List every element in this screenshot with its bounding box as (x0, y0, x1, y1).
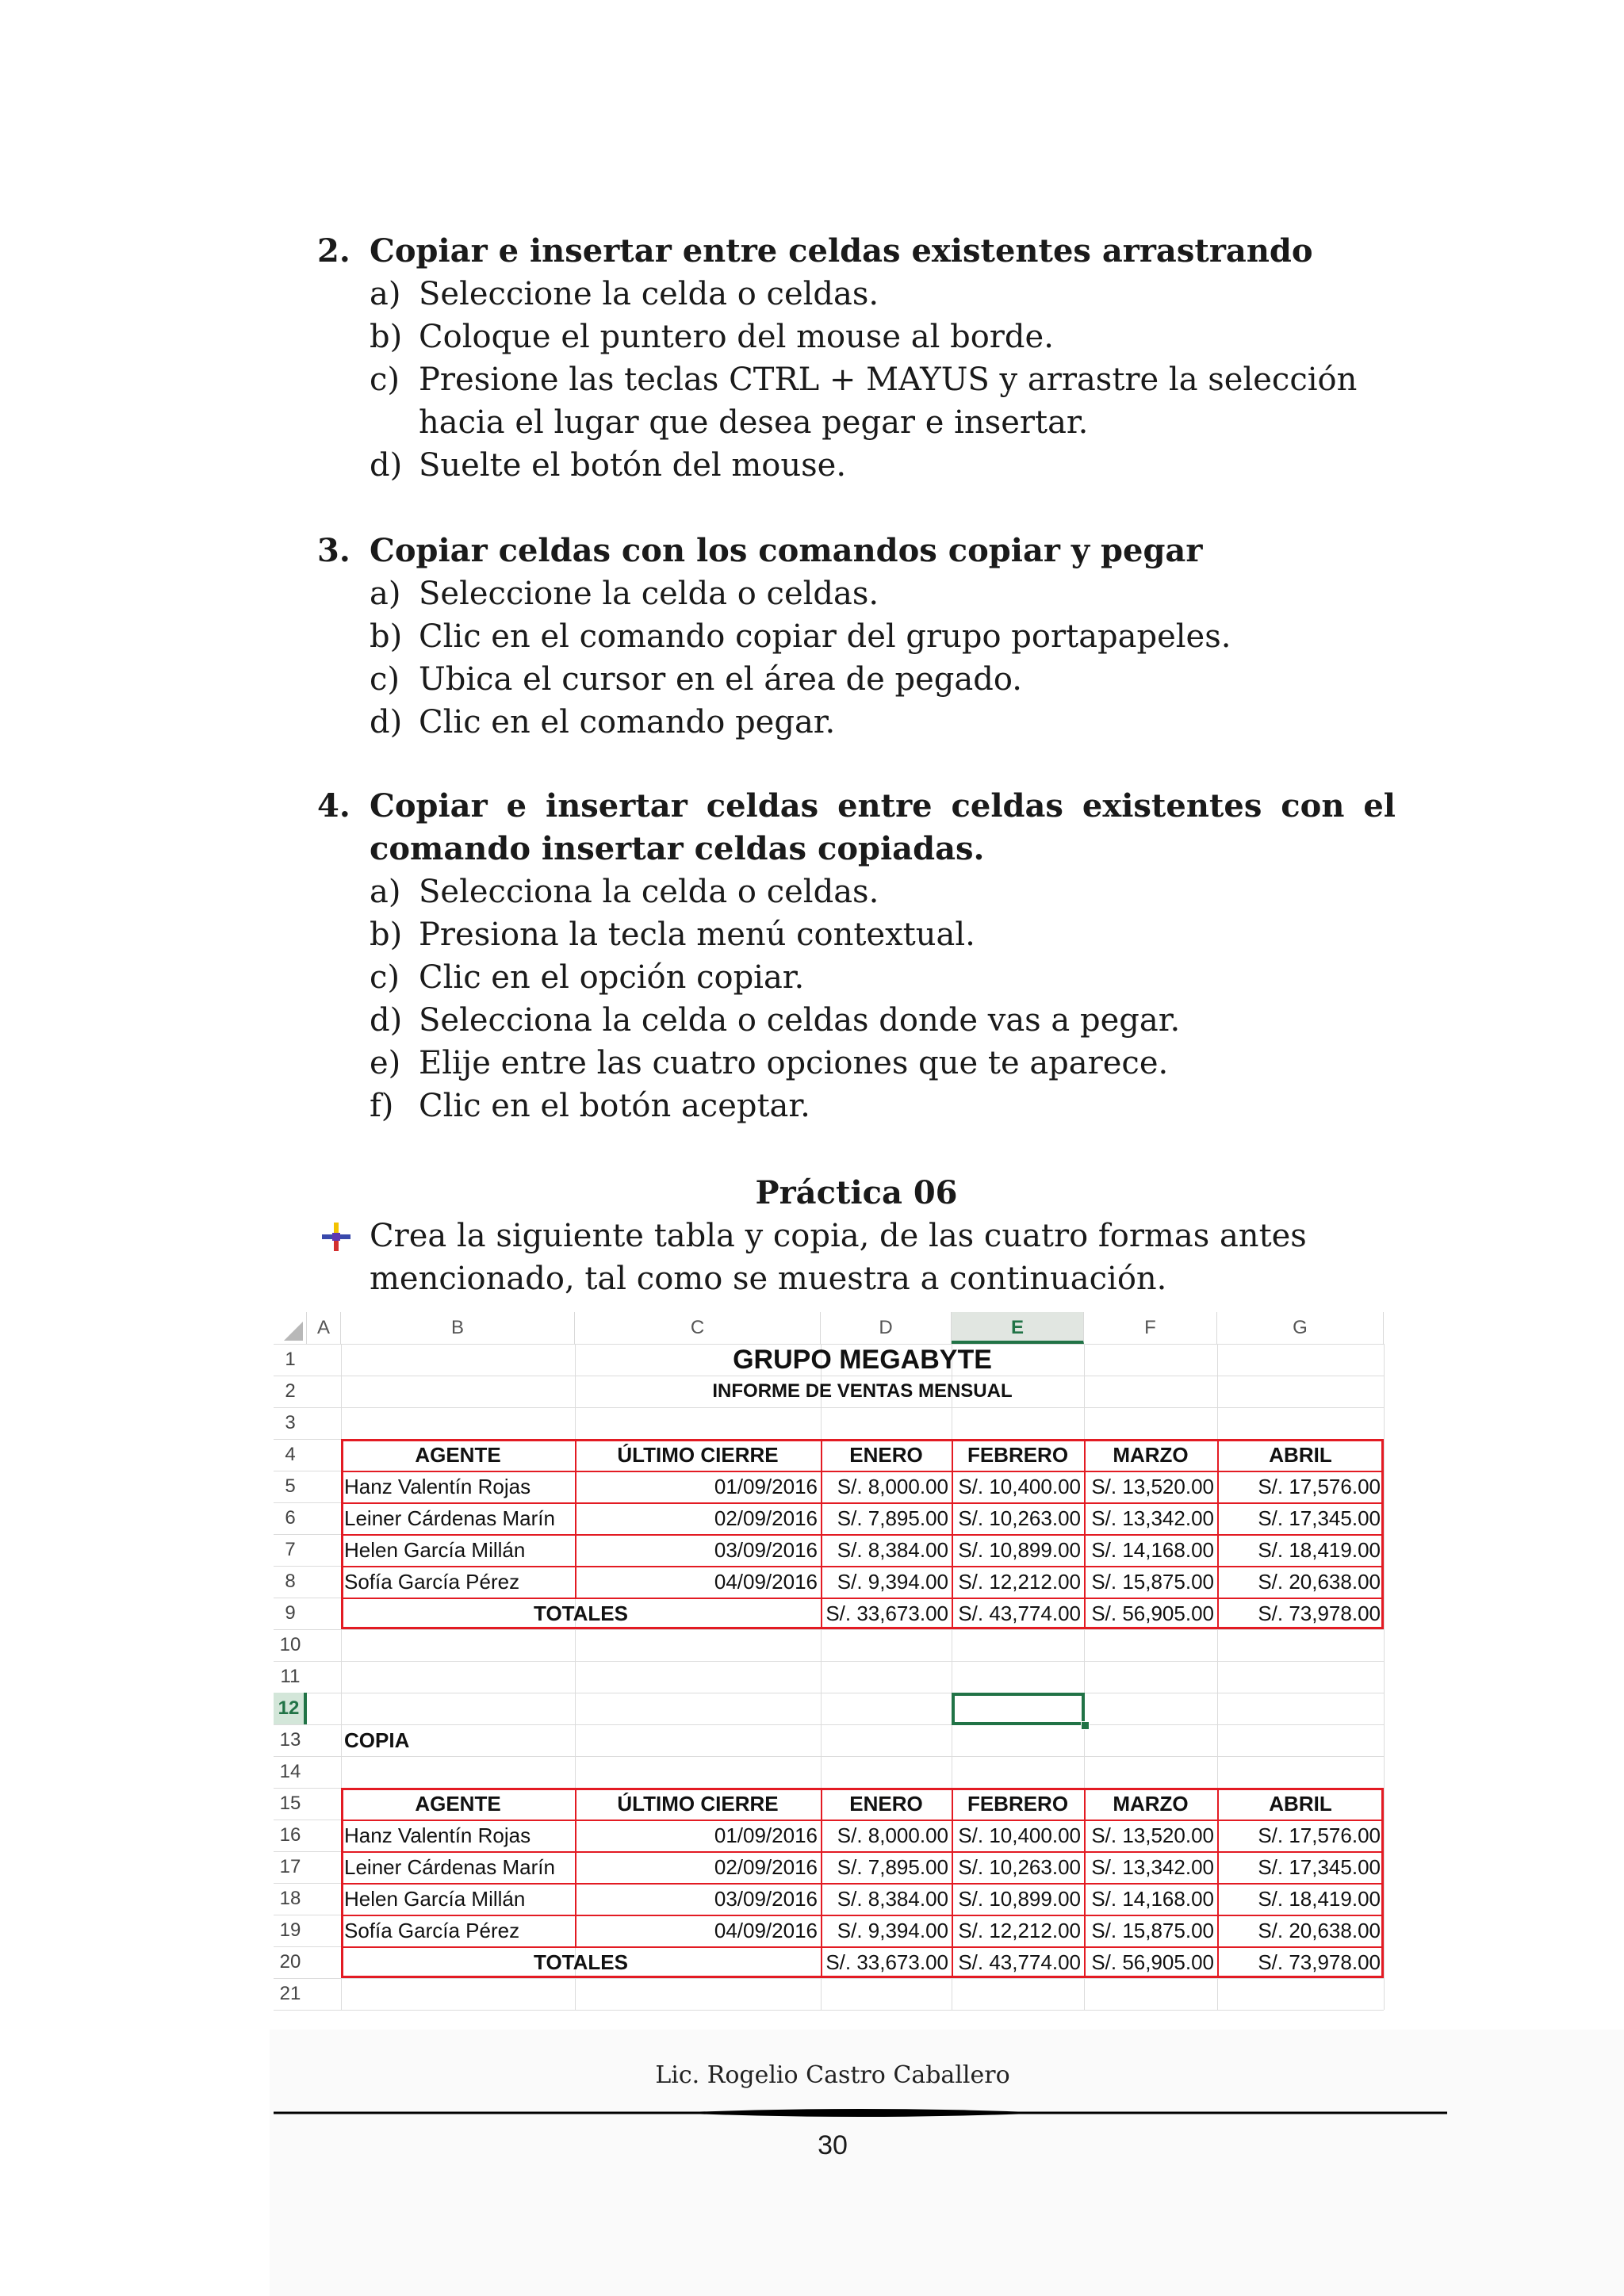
footer-author: Lic. Rogelio Castro Caballero (655, 2061, 1010, 2089)
footer-divider (274, 2107, 1447, 2119)
original-header-cell[interactable]: FEBRERO (967, 1442, 1069, 1467)
copy-data-cell[interactable]: S/. 18,419.00 (1258, 1886, 1381, 1911)
section-number: 3. (317, 532, 350, 569)
grid-h (274, 1629, 1384, 1630)
grid-h (274, 1407, 1384, 1408)
section-title: Copiar e insertar celdas entre celdas existentes con el comando insertar celdas copiadas. (370, 787, 1396, 867)
step-letter: a) (370, 276, 401, 312)
copy-header-cell[interactable]: ENERO (849, 1791, 923, 1816)
original-data-cell[interactable]: S/. 20,638.00 (1258, 1569, 1381, 1594)
row-header-3[interactable]: 3 (285, 1412, 296, 1433)
original-data-cell[interactable]: S/. 12,212.00 (958, 1569, 1081, 1594)
copy-col-border (821, 1788, 822, 1978)
copy-total-cell[interactable]: S/. 73,978.00 (1258, 1950, 1381, 1974)
row-header-4[interactable]: 4 (285, 1444, 296, 1465)
original-data-cell[interactable]: S/. 13,520.00 (1091, 1474, 1214, 1498)
step-text: Ubica el cursor en el área de pegado. (419, 661, 1022, 698)
step-text: Clic en el comando copiar del grupo portapapeles. (419, 618, 1231, 655)
step-text: Suelte el botón del mouse. (419, 447, 847, 484)
copy-data-cell[interactable]: S/. 8,000.00 (837, 1823, 948, 1847)
row-header-2[interactable]: 2 (285, 1380, 296, 1402)
step-letter: a) (370, 874, 401, 910)
copy-row-border (341, 1915, 1384, 1916)
section-number: 4. (317, 787, 350, 825)
instruction-text: Crea la siguiente tabla y copia, de las cuatro formas antes mencionado, tal como se muestra a continuación. (370, 1218, 1307, 1297)
step-letter: b) (370, 618, 403, 655)
copy-data-cell[interactable]: S/. 13,342.00 (1091, 1854, 1214, 1879)
original-data-cell[interactable]: 04/09/2016 (714, 1569, 818, 1594)
row-header-16[interactable]: 16 (279, 1824, 301, 1846)
step-text: Seleccione la celda o celdas. (419, 576, 879, 612)
copy-row-border (341, 1946, 1384, 1948)
step-letter: d) (370, 447, 403, 484)
original-data-cell[interactable]: 03/09/2016 (714, 1537, 818, 1562)
row-header-21[interactable]: 21 (279, 1983, 301, 2004)
copy-row-border (341, 1851, 1384, 1853)
copy-data-cell[interactable]: 03/09/2016 (714, 1886, 818, 1911)
row-header-5[interactable]: 5 (285, 1475, 296, 1497)
step-text: Elije entre las cuatro opciones que te aparece. (419, 1045, 1169, 1081)
list-item (370, 701, 1396, 744)
copy-label[interactable]: COPIA (344, 1728, 410, 1752)
original-data-cell[interactable]: Sofía García Pérez (344, 1569, 520, 1594)
original-data-cell[interactable]: S/. 18,419.00 (1258, 1537, 1381, 1562)
original-data-cell[interactable]: S/. 13,342.00 (1091, 1506, 1214, 1530)
original-col-border (1217, 1439, 1219, 1629)
copy-data-cell[interactable]: S/. 8,384.00 (837, 1886, 948, 1911)
copy-data-cell[interactable]: 01/09/2016 (714, 1823, 818, 1847)
step-text: Selecciona la celda o celdas donde vas a pegar. (419, 1002, 1181, 1039)
copy-data-cell[interactable]: S/. 15,875.00 (1091, 1918, 1214, 1942)
page-number: 30 (818, 2130, 848, 2160)
list-item (370, 1085, 1396, 1127)
original-total-cell[interactable]: S/. 43,774.00 (958, 1601, 1081, 1625)
copy-data-cell[interactable]: S/. 20,638.00 (1258, 1918, 1381, 1942)
section-2 (317, 230, 1396, 487)
copy-totals-label[interactable]: TOTALES (534, 1950, 628, 1974)
original-data-cell[interactable]: S/. 7,895.00 (837, 1506, 948, 1530)
original-data-cell[interactable]: S/. 8,000.00 (837, 1474, 948, 1498)
original-data-cell[interactable]: S/. 9,394.00 (837, 1569, 948, 1594)
copy-header-cell[interactable]: MARZO (1113, 1791, 1189, 1816)
copy-data-cell[interactable]: S/. 12,212.00 (958, 1918, 1081, 1942)
original-header-cell[interactable]: ENERO (849, 1442, 923, 1467)
column-header-d[interactable]: D (821, 1312, 952, 1344)
practice-title: Práctica 06 (755, 1174, 958, 1211)
grid-h (274, 2010, 1384, 2011)
original-data-cell[interactable]: S/. 14,168.00 (1091, 1537, 1214, 1562)
list-item (370, 658, 1396, 701)
copy-data-cell[interactable]: S/. 7,895.00 (837, 1854, 948, 1879)
step-letter: d) (370, 1002, 403, 1039)
step-text: Clic en el comando pegar. (419, 704, 836, 740)
copy-data-cell[interactable]: Helen García Millán (344, 1886, 526, 1911)
grid-h (274, 1756, 1384, 1757)
original-data-cell[interactable]: Leiner Cárdenas Marín (344, 1506, 555, 1530)
row-header-9[interactable]: 9 (285, 1602, 296, 1624)
copy-header-cell[interactable]: ABRIL (1269, 1791, 1332, 1816)
copy-col-border (1084, 1788, 1086, 1978)
original-totals-label[interactable]: TOTALES (534, 1601, 628, 1625)
copy-data-cell[interactable]: Hanz Valentín Rojas (344, 1823, 531, 1847)
row-header-17[interactable]: 17 (279, 1856, 301, 1877)
original-header-cell[interactable]: AGENTE (415, 1442, 501, 1467)
pin-bullet-icon (317, 1215, 370, 1300)
row-header-6[interactable]: 6 (285, 1507, 296, 1529)
row-header-15[interactable]: 15 (279, 1793, 301, 1814)
column-header-b[interactable]: B (341, 1312, 575, 1344)
grid-h (274, 1978, 1384, 1979)
copy-header-cell[interactable]: AGENTE (415, 1791, 501, 1816)
column-header-g[interactable]: G (1217, 1312, 1384, 1344)
row-header-14[interactable]: 14 (279, 1761, 301, 1782)
original-data-cell[interactable]: 01/09/2016 (714, 1474, 818, 1498)
list-item (370, 572, 1396, 615)
original-col-border (821, 1439, 822, 1629)
original-data-cell[interactable]: S/. 17,345.00 (1258, 1506, 1381, 1530)
copy-data-cell[interactable]: S/. 10,899.00 (958, 1886, 1081, 1911)
copy-total-cell[interactable]: S/. 56,905.00 (1091, 1950, 1214, 1974)
step-letter: f) (370, 1088, 394, 1124)
row-header-11[interactable]: 11 (280, 1666, 301, 1687)
row-header-19[interactable]: 19 (279, 1919, 301, 1941)
copy-data-cell[interactable]: S/. 10,400.00 (958, 1823, 1081, 1847)
list-item (370, 913, 1396, 956)
step-letter: b) (370, 916, 403, 953)
list-item (370, 358, 1396, 444)
original-total-cell[interactable]: S/. 73,978.00 (1258, 1601, 1381, 1625)
row-header-20[interactable]: 20 (279, 1951, 301, 1973)
spreadsheet (274, 1312, 1384, 2026)
original-header-cell[interactable]: ÚLTIMO CIERRE (617, 1442, 779, 1467)
column-header-e[interactable]: E (952, 1312, 1084, 1344)
list-item (370, 1042, 1396, 1085)
copy-col-border (952, 1788, 953, 1978)
copy-data-cell[interactable]: S/. 14,168.00 (1091, 1886, 1214, 1911)
copy-col-border (575, 1788, 576, 1946)
step-letter: c) (370, 661, 400, 698)
fill-handle[interactable] (1081, 1721, 1090, 1730)
original-data-cell[interactable]: Hanz Valentín Rojas (344, 1474, 531, 1498)
copy-data-cell[interactable]: S/. 10,263.00 (958, 1854, 1081, 1879)
original-total-cell[interactable]: S/. 33,673.00 (825, 1601, 948, 1625)
step-letter: b) (370, 319, 403, 355)
copy-data-cell[interactable]: 04/09/2016 (714, 1918, 818, 1942)
copy-data-cell[interactable]: S/. 17,345.00 (1258, 1854, 1381, 1879)
list-item (370, 316, 1396, 358)
step-letter: c) (370, 959, 400, 996)
column-header-f[interactable]: F (1084, 1312, 1217, 1344)
list-item (370, 273, 1396, 316)
original-col-border (575, 1439, 576, 1598)
copy-data-cell[interactable]: S/. 17,576.00 (1258, 1823, 1381, 1847)
practice-instruction (317, 1215, 1396, 1300)
grid-h (274, 1661, 1384, 1662)
step-letter: a) (370, 576, 401, 612)
copy-header-cell[interactable]: ÚLTIMO CIERRE (617, 1791, 779, 1816)
original-total-cell[interactable]: S/. 56,905.00 (1091, 1601, 1214, 1625)
original-row-border (341, 1598, 1384, 1599)
copy-row-border (341, 1820, 1384, 1821)
copy-data-cell[interactable]: Sofía García Pérez (344, 1918, 520, 1942)
section-title: Copiar e insertar entre celdas existentes arrastrando (370, 232, 1313, 270)
original-row-border (341, 1502, 1384, 1504)
column-header-c[interactable]: C (575, 1312, 821, 1344)
original-row-border (341, 1534, 1384, 1536)
step-letter: e) (370, 1045, 401, 1081)
copy-total-cell[interactable]: S/. 33,673.00 (825, 1950, 948, 1974)
active-cell[interactable] (952, 1693, 1085, 1725)
step-text: Selecciona la celda o celdas. (419, 874, 879, 910)
list-item (370, 444, 1396, 487)
row-header-7[interactable]: 7 (285, 1539, 296, 1560)
sheet-subtitle[interactable]: INFORME DE VENTAS MENSUAL (712, 1380, 1013, 1402)
original-data-cell[interactable]: S/. 8,384.00 (837, 1537, 948, 1562)
list-item (370, 956, 1396, 999)
list-item (370, 615, 1396, 658)
select-all-corner[interactable] (274, 1312, 307, 1344)
section-title: Copiar celdas con los comandos copiar y pegar (370, 532, 1203, 569)
original-header-cell[interactable]: MARZO (1113, 1442, 1189, 1467)
original-data-cell[interactable]: 02/09/2016 (714, 1506, 818, 1530)
copy-col-border (1217, 1788, 1219, 1978)
step-text: Coloque el puntero del mouse al borde. (419, 319, 1054, 355)
copy-data-cell[interactable]: Leiner Cárdenas Marín (344, 1854, 555, 1879)
original-col-border (952, 1439, 953, 1629)
copy-header-cell[interactable]: FEBRERO (967, 1791, 1069, 1816)
step-text: Presiona la tecla menú contextual. (419, 916, 975, 953)
sheet-title[interactable]: GRUPO MEGABYTE (733, 1344, 992, 1375)
copy-row-border (341, 1883, 1384, 1885)
original-col-border (1084, 1439, 1086, 1629)
step-text: Clic en el opción copiar. (419, 959, 805, 996)
row-header-18[interactable]: 18 (279, 1888, 301, 1909)
row-header-12[interactable]: 12 (274, 1693, 307, 1724)
original-data-cell[interactable]: S/. 17,576.00 (1258, 1474, 1381, 1498)
column-header-a[interactable]: A (307, 1312, 341, 1344)
step-letter: c) (370, 362, 400, 398)
copy-total-cell[interactable]: S/. 43,774.00 (958, 1950, 1081, 1974)
list-item (370, 999, 1396, 1042)
row-header-8[interactable]: 8 (285, 1571, 296, 1592)
step-text: Presione las teclas CTRL + MAYUS y arrastre la selección hacia el lugar que desea pegar e insertar. (419, 362, 1358, 441)
original-data-cell[interactable]: S/. 15,875.00 (1091, 1569, 1214, 1594)
copy-data-cell[interactable]: S/. 13,520.00 (1091, 1823, 1214, 1847)
original-row-border (341, 1471, 1384, 1472)
row-header-10[interactable]: 10 (279, 1634, 301, 1655)
step-letter: d) (370, 704, 403, 740)
row-header-13[interactable]: 13 (279, 1729, 301, 1751)
copy-data-cell[interactable]: 02/09/2016 (714, 1854, 818, 1879)
row-header-1[interactable]: 1 (285, 1349, 296, 1370)
section-4 (317, 785, 1396, 1127)
copy-data-cell[interactable]: S/. 9,394.00 (837, 1918, 948, 1942)
section-3 (317, 530, 1396, 744)
step-text: Seleccione la celda o celdas. (419, 276, 879, 312)
grid-v (1384, 1344, 1385, 2010)
original-data-cell[interactable]: S/. 10,263.00 (958, 1506, 1081, 1530)
step-text: Clic en el botón aceptar. (419, 1088, 810, 1124)
list-item (370, 871, 1396, 913)
original-data-cell[interactable]: S/. 10,400.00 (958, 1474, 1081, 1498)
section-number: 2. (317, 232, 350, 270)
original-header-cell[interactable]: ABRIL (1269, 1442, 1332, 1467)
original-data-cell[interactable]: Helen García Millán (344, 1537, 526, 1562)
original-row-border (341, 1566, 1384, 1567)
original-data-cell[interactable]: S/. 10,899.00 (958, 1537, 1081, 1562)
